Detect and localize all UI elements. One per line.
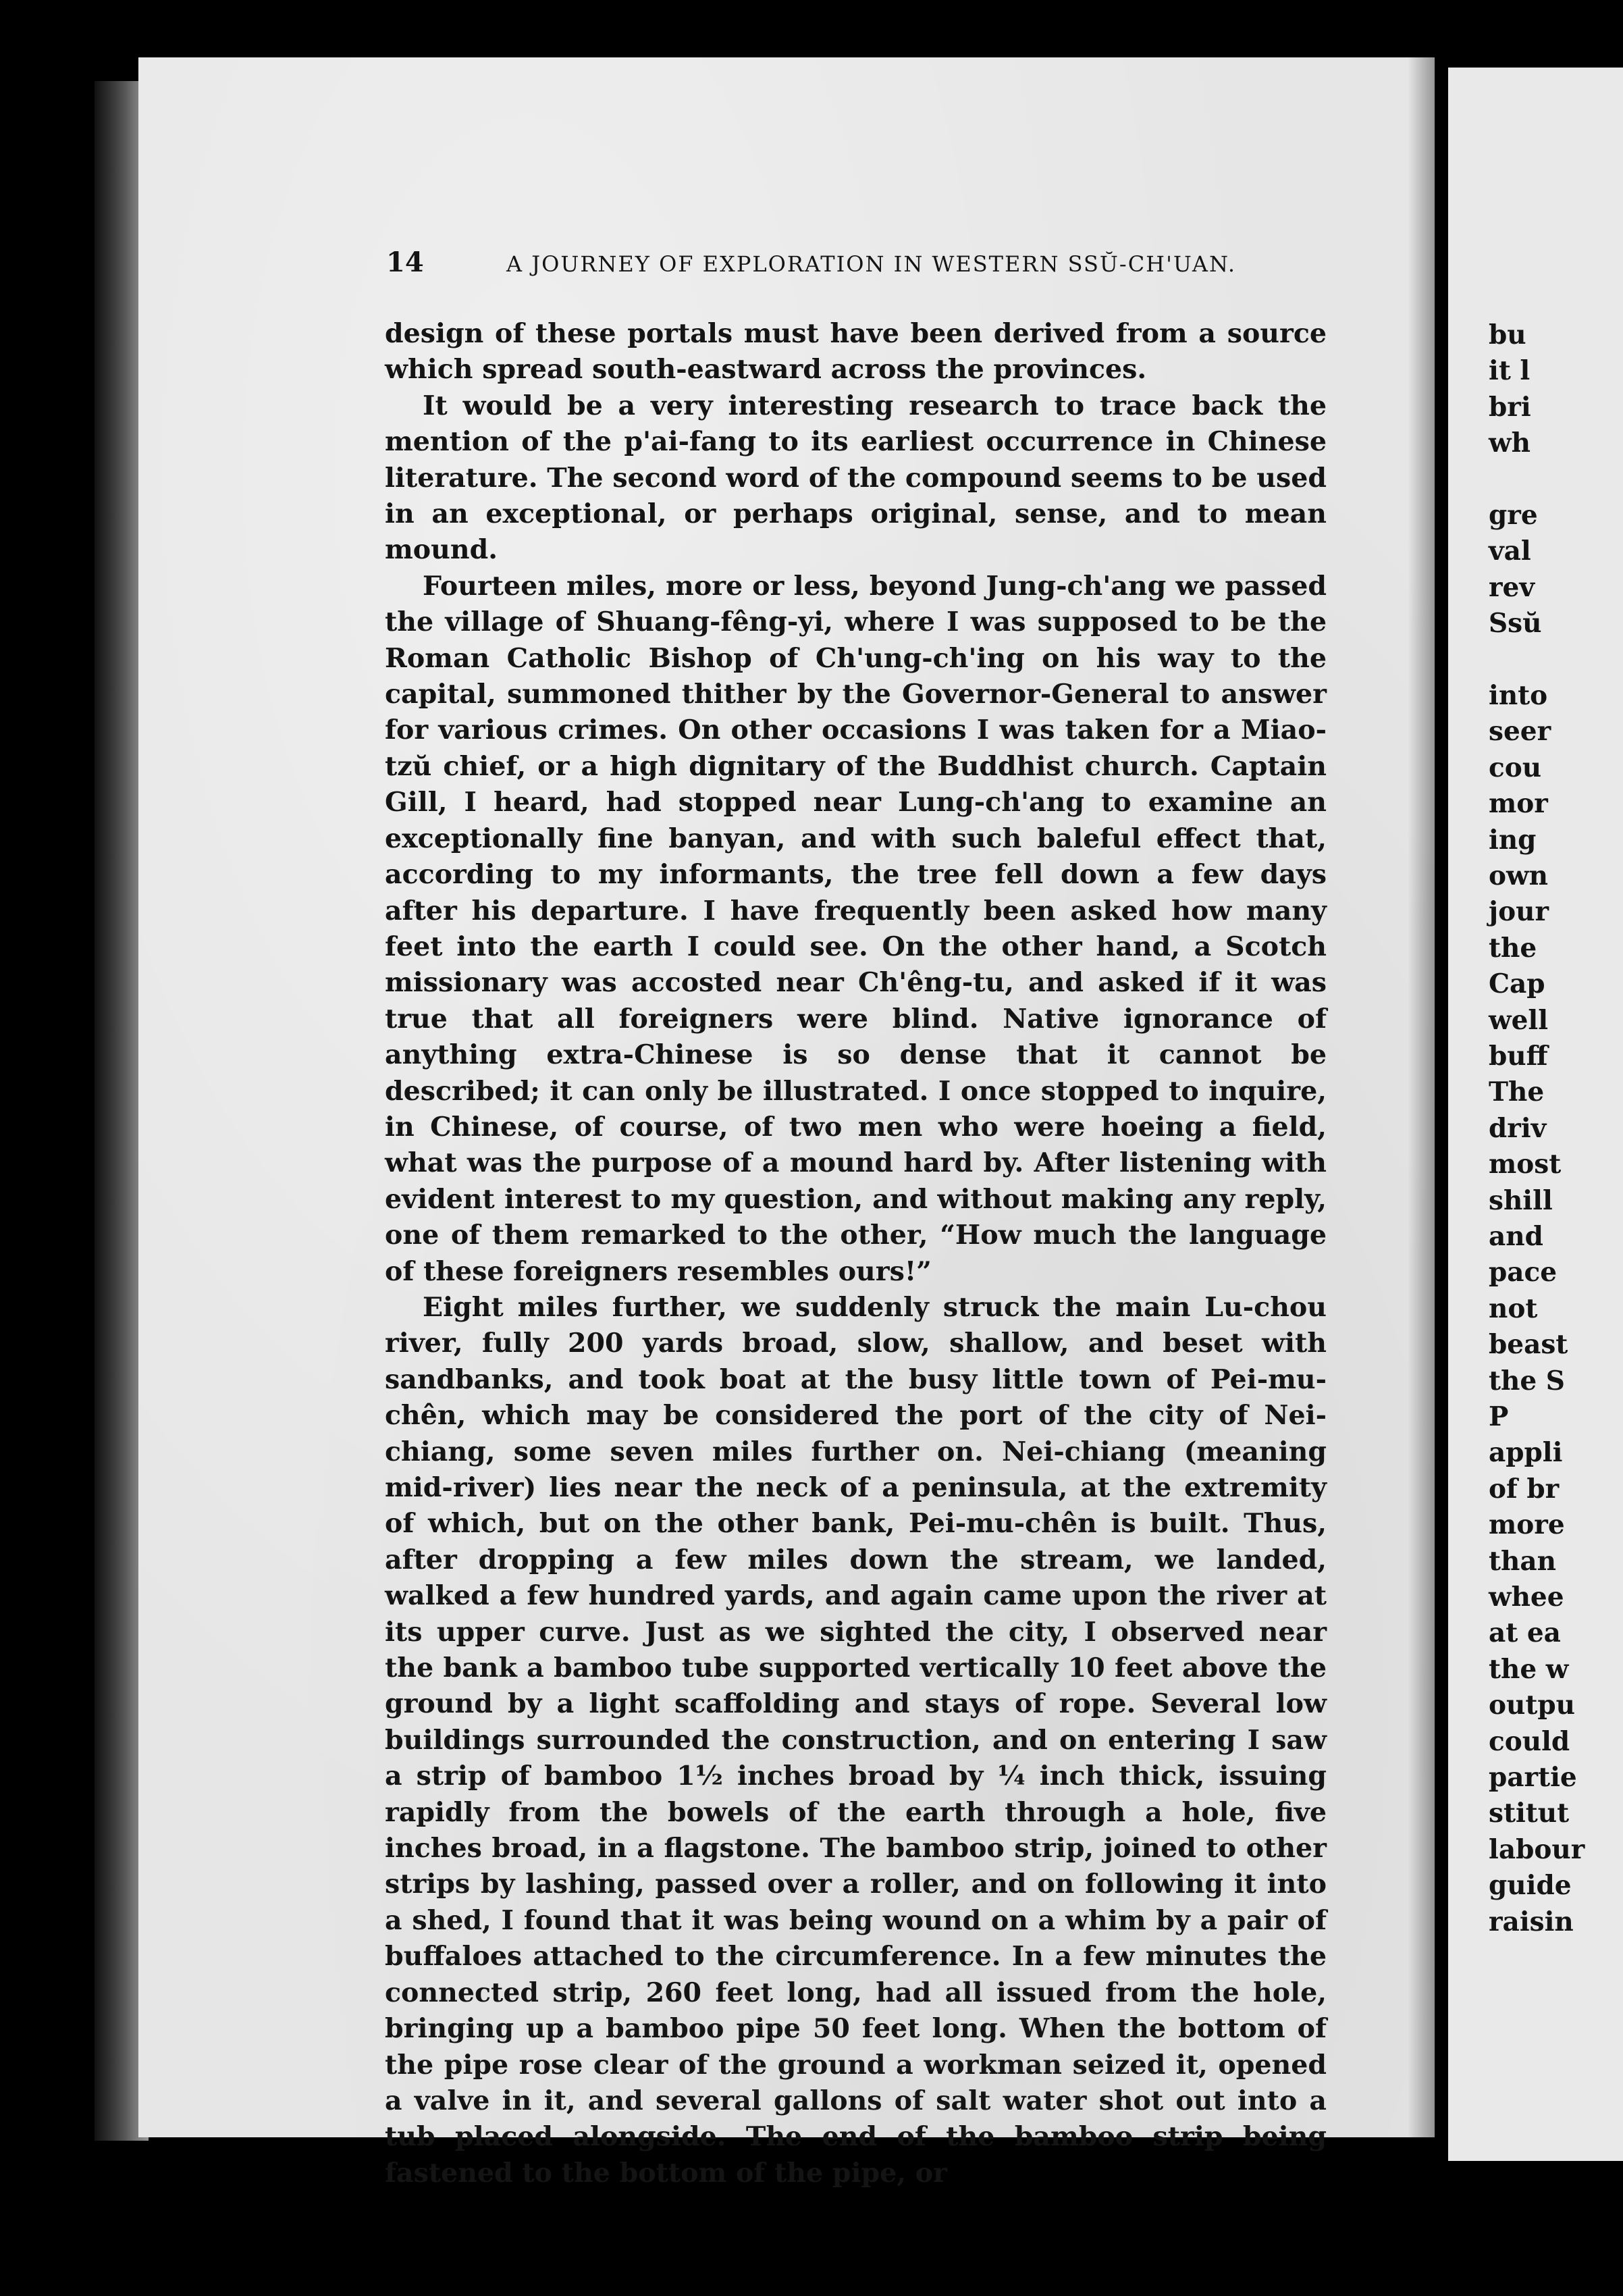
- running-title: [385, 251, 1330, 277]
- running-title-text: A JOURNEY OF EXPLORATION IN WESTERN SSŬ-CH'UAN.: [506, 251, 1237, 277]
- facing-page-fragment: buff: [1489, 1041, 1548, 1072]
- facing-page-fragment: stitut: [1489, 1798, 1570, 1829]
- facing-page-fragment: val: [1489, 536, 1531, 567]
- facing-page-fragment: seer: [1489, 716, 1551, 748]
- facing-page-fragment: more: [1489, 1509, 1565, 1541]
- facing-page-fragment: pace: [1489, 1257, 1558, 1288]
- facing-page-fragment: rev: [1489, 571, 1535, 603]
- facing-page-fragment: than: [1489, 1545, 1556, 1577]
- facing-page-fragment: could: [1489, 1725, 1570, 1757]
- paragraph: It would be a very interesting research to trace back the mention of the p'ai-fang to its earliest occurrence in Chinese literature. The second word of the compound seems to be used in an exceptional, or perhaps original, sense, and to mean mound.: [385, 390, 1327, 566]
- facing-page-fragment: appli: [1489, 1437, 1563, 1469]
- facing-page-fragment: bu: [1489, 319, 1526, 350]
- facing-page-fragment: The: [1489, 1076, 1545, 1108]
- gutter-shadow: [1408, 57, 1435, 2137]
- facing-page-fragment: into: [1489, 680, 1548, 711]
- facing-page-fragment: shill: [1489, 1184, 1553, 1216]
- facing-page-fragment: of br: [1489, 1473, 1560, 1505]
- paragraph: design of these portals must have been derived from a source which spread south-eastward across the provinces.: [385, 318, 1327, 386]
- page-number: 14: [386, 246, 424, 278]
- facing-page-fragment: Cap: [1489, 968, 1545, 1000]
- facing-page-fragment: the: [1489, 932, 1537, 964]
- facing-page-fragment: the w: [1489, 1653, 1569, 1685]
- paragraph: Fourteen miles, more or less, beyond Jung-ch'ang we passed the village of Shuang-fêng-yi, where I was supposed to be the Roman Catholic Bishop of Ch'ung-ch'ing on his way to the capital, summoned thither by the Governor-General to answer for various crimes. On other occasions I was taken for a Miao-tzŭ chief, or a high dignitary of the Buddhist church. Captain Gill, I heard, had stopped near Lung-ch'ang to examine an exceptionally fine banyan, and with such baleful effect that, according to my informants, the tree fell down a few days after his departure. I have frequently been asked how many feet into the earth I could see. On the other hand, a Scotch missionary was accosted near Ch'êng-tu, and asked if it was true that all foreigners were blind. Native ignorance of anything extra-Chinese is so dense that it cannot be described; it can only be illustrated. I once stopped to inquire, in Chinese, of course, of two men who were hoeing a field, what was the purpose of a mound hard by. After listening with evident interest to my question, and without making any reply, one of them remarked to the other, “How much the language of these foreigners resembles ours!”: [385, 570, 1327, 1287]
- facing-page-fragment: raisin: [1489, 1906, 1574, 1937]
- facing-page-fragment: wh: [1489, 427, 1531, 459]
- facing-page-fragment: P: [1489, 1401, 1509, 1432]
- facing-page-fragment: it l: [1489, 355, 1531, 387]
- facing-page-fragment: Ssŭ: [1489, 608, 1542, 640]
- facing-page-fragment: jour: [1489, 896, 1549, 928]
- facing-page-fragment: well: [1489, 1004, 1549, 1036]
- facing-page-fragment: labour: [1489, 1833, 1585, 1865]
- facing-page-fragment: bri: [1489, 391, 1531, 423]
- facing-page-fragment: at ea: [1489, 1617, 1561, 1649]
- facing-page-fragment: gre: [1489, 500, 1538, 531]
- facing-page-fragment: whee: [1489, 1582, 1564, 1613]
- paragraph: Eight miles further, we suddenly struck the main Lu-chou river, fully 200 yards broad, slow, shallow, and beset with sandbanks, and took boat at the busy little town of Pei-mu-chên, which may be considered the port of the city of Nei-chiang, some seven miles further on. Nei-chiang (meaning mid-river) lies near the neck of a peninsula, at the extremity of which, but on the other bank, Pei-mu-chên is built. Thus, after dropping a few miles down the stream, we landed, walked a few hundred yards, and again came upon the river at its upper curve. Just as we sighted the city, I observed near the bank a bamboo tube supported vertically 10 feet above the ground by a light scaffolding and stays of rope. Several low buildings surrounded the construction, and on entering I saw a strip of bamboo 1½ inches broad by ¼ inch thick, issuing rapidly from the bowels of the earth through a hole, five inches broad, in a flagstone. The bamboo strip, joined to other strips by lashing, passed over a roller, and on following it into a shed, I found that it was being wound on a whim by a pair of buffaloes attached to the circumference. In a few minutes the connected strip, 260 feet long, had all issued from the hole, bringing up a bamboo pipe 50 feet long. When the bottom of the pipe rose clear of the ground a workman seized it, opened a valve in it, and several gallons of salt water shot out into a tub placed alongside. The end of the bamboo strip being fastened to the bottom of the pipe, or: [385, 1291, 1327, 2189]
- facing-page-fragment: ing: [1489, 824, 1537, 856]
- facing-page-fragment: own: [1489, 860, 1548, 891]
- facing-page-fragment: outpu: [1489, 1690, 1576, 1721]
- facing-page-fragment: the S: [1489, 1365, 1565, 1397]
- facing-page-fragment: not: [1489, 1293, 1538, 1324]
- facing-page-fragment: driv: [1489, 1112, 1547, 1144]
- facing-page-fragment: beast: [1489, 1329, 1568, 1361]
- facing-page-fragment: and: [1489, 1221, 1543, 1252]
- facing-page-fragment: partie: [1489, 1762, 1577, 1793]
- body-text: [385, 316, 1327, 2191]
- facing-page-fragment: guide: [1489, 1870, 1572, 1902]
- facing-page-fragment: most: [1489, 1149, 1562, 1180]
- facing-page-fragment: cou: [1489, 752, 1542, 783]
- facing-page-fragment: mor: [1489, 788, 1548, 820]
